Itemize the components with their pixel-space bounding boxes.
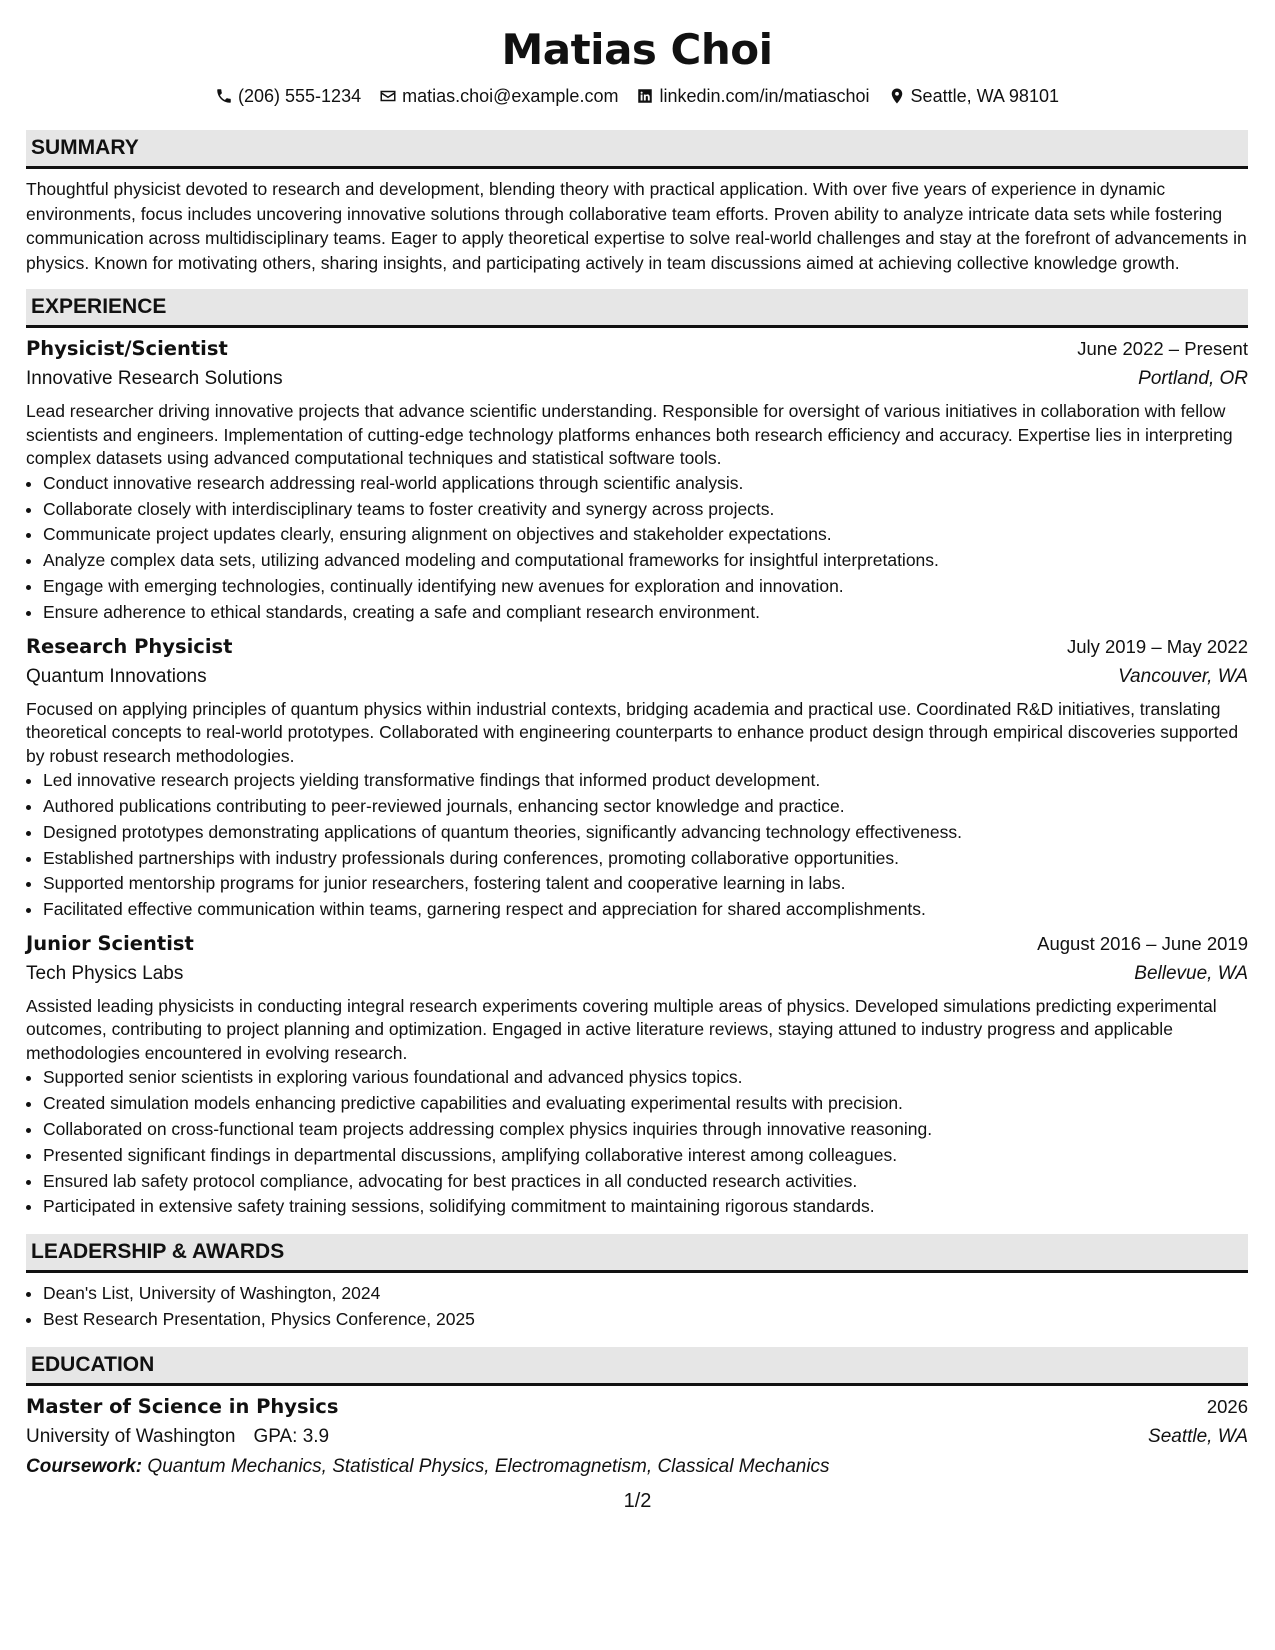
phone-icon [215, 87, 233, 105]
graduation-year: 2026 [1206, 1395, 1248, 1417]
list-item: • Supported mentorship programs for junior researchers, fostering talent and cooperative learning in labs. [43, 871, 1248, 897]
coursework-label: Coursework: [26, 1455, 143, 1477]
job-title: Junior Scientist [26, 931, 194, 955]
coursework [26, 1452, 1248, 1482]
phone-text: (206) 555-1234 [238, 86, 362, 106]
candidate-name: Matias Choi [501, 25, 773, 74]
job-description: Focused on applying principles of quantum physics within industrial contexts, bridging academia and practical use. Coordinated R&D initiatives, translating theoretical concepts to real-world prototypes. Collaborated with engineering counterparts to enhance product design through empirical discoveries supported by robust research methodologies. [26, 698, 1239, 766]
linkedin-icon [636, 87, 654, 105]
job-dates: August 2016 – June 2019 [1037, 932, 1248, 954]
list-item: • Collaborate closely with interdisciplinary teams to foster creativity and synergy across projects. [43, 497, 1248, 523]
page-number: 1/2 [623, 1490, 652, 1512]
school-location: Seattle, WA [1148, 1425, 1248, 1447]
contact-email[interactable] [379, 84, 618, 108]
awards-list [26, 1281, 1248, 1333]
coursework-text: Quantum Mechanics, Statistical Physics, Electromagnetism, Classical Mechanics [147, 1455, 830, 1477]
job-entry [26, 334, 1248, 625]
job-company: Quantum Innovations [26, 665, 207, 687]
list-item: • Participated in extensive safety training sessions, solidifying commitment to maintaining rigorous standards. [43, 1194, 1248, 1220]
summary-heading: SUMMARY [26, 130, 1248, 169]
experience-section [26, 289, 1248, 1220]
education-entry [26, 1392, 1248, 1482]
job-entry [26, 929, 1248, 1220]
list-item: • Dean's List, University of Washington, 2024 [43, 1281, 1248, 1307]
list-item: • Established partnerships with industry professionals during conferences, promoting collaborative opportunities. [43, 846, 1248, 872]
job-bullets [26, 471, 1248, 626]
resume-page [26, 0, 1248, 1482]
list-item: • Supported senior scientists in exploring various foundational and advanced physics topics. [43, 1065, 1248, 1091]
list-item: • Ensured lab safety protocol compliance, advocating for best practices in all conducted research activities. [43, 1169, 1248, 1195]
summary-text: Thoughtful physicist devoted to research and development, blending theory with practical application. With over five years of experience in dynamic environments, focus includes uncovering innovative solutions through collaborative team efforts. Proven ability to analyze intricate data sets while fostering communication across multidisciplinary teams. Eager to apply theoretical expertise to solve real-world challenges and stay at the forefront of advancements in physics. Known for motivating others, sharing insights, and participating actively in team discussions aimed at achieving collective knowledge growth. [26, 179, 1247, 273]
contact-phone [215, 84, 361, 108]
job-description: Assisted leading physicists in conducting integral research experiments covering multiple areas of physics. Developed simulations predicting experimental outcomes, contributing to project planning and optimization. Engaged in active literature reviews, staying attuned to industry progress and applicable methodologies encountered in evolving research. [26, 995, 1217, 1063]
contact-bar [26, 84, 1248, 108]
job-company: Innovative Research Solutions [26, 368, 283, 390]
leadership-section [26, 1234, 1248, 1333]
contact-linkedin[interactable] [636, 84, 869, 108]
list-item: • Communicate project updates clearly, ensuring alignment on objectives and stakeholder expectations. [43, 522, 1248, 548]
list-item: • Best Research Presentation, Physics Conference, 2025 [43, 1307, 1248, 1333]
job-title: Research Physicist [26, 634, 233, 658]
list-item: • Ensure adherence to ethical standards, creating a safe and compliant research environment. [43, 600, 1248, 626]
contact-location [888, 84, 1059, 108]
job-bullets [26, 1065, 1248, 1220]
job-dates: June 2022 – Present [1077, 338, 1248, 360]
leadership-heading: LEADERSHIP & AWARDS [26, 1234, 1248, 1273]
education-heading: EDUCATION [26, 1347, 1248, 1386]
map-pin-icon [888, 87, 906, 105]
email-link[interactable]: matias.choi@example.com [402, 86, 619, 106]
education-section [26, 1347, 1248, 1482]
list-item: • Collaborated on cross-functional team projects addressing complex physics inquiries through innovative reasoning. [43, 1117, 1248, 1143]
school-text: University of Washington [26, 1425, 236, 1447]
job-dates: July 2019 – May 2022 [1066, 635, 1248, 657]
location-text: Seattle, WA 98101 [910, 86, 1059, 106]
job-location: Bellevue, WA [1134, 962, 1248, 984]
job-company: Tech Physics Labs [26, 962, 184, 984]
job-bullets [26, 768, 1248, 923]
school-name [26, 1422, 329, 1452]
gpa-text: GPA: 3.9 [253, 1425, 330, 1447]
job-location: Vancouver, WA [1118, 665, 1248, 687]
job-location: Portland, OR [1138, 368, 1248, 390]
list-item: • Engage with emerging technologies, continually identifying new avenues for exploration and innovation. [43, 574, 1248, 600]
job-description: Lead researcher driving innovative projects that advance scientific understanding. Responsible for oversight of various initiatives in collaboration with fellow scientists and engineers. Implementation of cutting-edge technology platforms enhances both research efficiency and accuracy. Expertise lies in interpreting complex datasets using advanced computational techniques and statistical software tools. [26, 401, 1233, 469]
list-item: • Presented significant findings in departmental discussions, amplifying collaborative interest among colleagues. [43, 1143, 1248, 1169]
list-item: • Facilitated effective communication within teams, garnering respect and appreciation for shared accomplishments. [43, 897, 1248, 923]
envelope-icon [379, 87, 397, 105]
list-item: • Created simulation models enhancing predictive capabilities and evaluating experimental results with precision. [43, 1091, 1248, 1117]
list-item: • Analyze complex data sets, utilizing advanced modeling and computational frameworks for insightful interpretations. [43, 548, 1248, 574]
experience-heading: EXPERIENCE [26, 289, 1248, 328]
linkedin-link[interactable]: linkedin.com/in/matiaschoi [659, 86, 870, 106]
list-item: • Authored publications contributing to peer-reviewed journals, enhancing sector knowledge and practice. [43, 794, 1248, 820]
degree-title: Master of Science in Physics [26, 1394, 339, 1418]
job-entry [26, 632, 1248, 923]
list-item: • Designed prototypes demonstrating applications of quantum theories, significantly advancing technology effectiveness. [43, 820, 1248, 846]
list-item: • Led innovative research projects yielding transformative findings that informed product development. [43, 768, 1248, 794]
job-title: Physicist/Scientist [26, 337, 228, 361]
list-item: • Conduct innovative research addressing real-world applications through scientific analysis. [43, 471, 1248, 497]
